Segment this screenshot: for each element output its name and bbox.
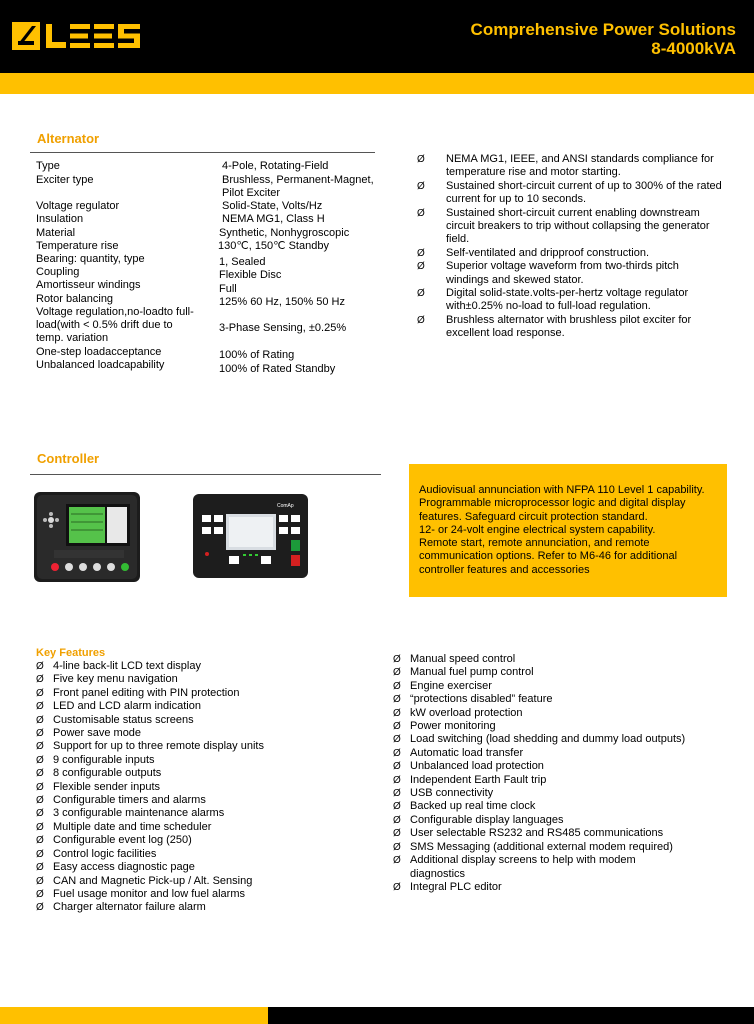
list-item: Ø Five key menu navigation (36, 673, 178, 686)
spec-label: Unbalanced loadcapability (36, 359, 165, 371)
bullet-icon: Ø (393, 801, 401, 813)
list-item: Ø SMS Messaging (additional external modem required) (393, 840, 673, 853)
list-item: Ø Unbalanced load protection (393, 760, 544, 773)
list-item: Ø CAN and Magnetic Pick-up / Alt. Sensing (36, 874, 253, 887)
bullet-icon: Ø (36, 687, 44, 699)
bullet-icon: Ø (393, 694, 401, 706)
bullet-icon: Ø (393, 814, 401, 826)
list-item: Ø Configurable event log (250) (36, 834, 192, 847)
bullet-icon: Ø (393, 855, 401, 867)
spec-value: Solid-State, Volts/Hz (222, 200, 323, 212)
spec-label: Temperature rise (36, 240, 119, 252)
bullet-icon: Ø (36, 768, 44, 780)
spec-value: 130℃, 150℃ Standby (218, 240, 329, 252)
spec-label: Exciter type (36, 174, 94, 186)
bullet-icon: Ø (417, 261, 425, 273)
key-features-title: Key Features (36, 647, 106, 659)
spec-value: Full (219, 283, 237, 295)
list-item: Ø Manual fuel pump control (393, 666, 534, 679)
bullet-icon: Ø (36, 781, 44, 793)
list-item: Ø Digital solid-state.volts-per-hertz voltage regulator with±0.25% no-load to full-load regulation. (417, 287, 689, 313)
bullet-icon: Ø (393, 721, 401, 733)
bullet-icon: Ø (36, 728, 44, 740)
spec-value: 4-Pole, Rotating-Field (222, 160, 329, 172)
bullet-icon: Ø (393, 881, 401, 893)
list-item: Ø Multiple date and time scheduler (36, 820, 212, 833)
alternator-rule (30, 152, 375, 153)
list-item: Ø Superior voltage waveform from two-thirds pitch windings and skewed stator. (417, 260, 679, 286)
bullet-icon: Ø (393, 680, 401, 692)
spec-label: Insulation (36, 213, 84, 225)
list-item: Ø 3 configurable maintenance alarms (36, 807, 225, 820)
bullet-icon: Ø (36, 875, 44, 887)
footer-yellow-segment (0, 1007, 268, 1024)
spec-value: Brushless, Permanent-Magnet, Pilot Exciter (222, 174, 374, 199)
bullet-icon: Ø (417, 314, 425, 326)
spec-label: Material (36, 227, 76, 239)
comap-brand: ComAp (277, 503, 294, 509)
header-title (471, 20, 736, 58)
list-item: Ø Sustained short-circuit current of up to 300% of the rated current for up to 10 seconds. (417, 179, 722, 206)
list-item: Ø Control logic facilities (36, 847, 157, 860)
lees-logo (12, 20, 142, 52)
list-item: Ø Manual speed control (393, 653, 516, 665)
spec-label: Type (36, 160, 60, 172)
bullet-icon: Ø (36, 795, 44, 807)
controller-rule (30, 474, 381, 475)
list-item: Ø Power monitoring (393, 720, 496, 733)
spec-label: Bearing: quantity, type (36, 253, 145, 265)
list-item: Ø kW overload protection (393, 706, 523, 719)
list-item: Ø Self-ventilated and dripproof construction. (417, 246, 650, 259)
header-title-line2: 8-4000kVA (651, 39, 736, 58)
list-item: Ø Power save mode (36, 727, 142, 740)
bullet-icon: Ø (36, 888, 44, 900)
list-item: Ø Backed up real time clock (393, 800, 536, 813)
bullet-icon: Ø (36, 754, 44, 766)
controller-device-image-1 (34, 492, 140, 582)
bullet-icon: Ø (36, 674, 44, 686)
list-item: Ø Front panel editing with PIN protection (36, 686, 240, 699)
spec-value: 100% of Rating (219, 349, 295, 361)
list-item: Ø NEMA MG1, IEEE, and ANSI standards compliance for temperature rise and motor starting. (417, 153, 714, 179)
controller-info-box (409, 464, 727, 597)
info-line: Audiovisual annunciation with NFPA 110 Level 1 capability. (419, 484, 705, 496)
spec-label: Rotor balancing (36, 293, 114, 305)
bullet-icon: Ø (36, 848, 44, 860)
bullet-icon: Ø (417, 154, 425, 165)
list-item: Ø Additional display screens to help with modem diagnostics (393, 854, 636, 880)
list-item: Ø 9 configurable inputs (36, 753, 155, 766)
bullet-icon: Ø (36, 902, 44, 914)
list-item: Ø 4-line back-lit LCD text display (36, 660, 201, 672)
bullet-icon: Ø (393, 828, 401, 840)
spec-value: NEMA MG1, Class H (222, 213, 325, 225)
header-title-line1: Comprehensive Power Solutions (470, 20, 736, 39)
bullet-icon: Ø (36, 661, 44, 672)
bullet-icon: Ø (393, 654, 401, 665)
list-item: Ø Easy access diagnostic page (36, 861, 195, 874)
list-item: Ø Automatic load transfer (393, 746, 524, 759)
key-features-left-list (36, 660, 366, 915)
info-line: Remote start, remote annunciation, and remote communication options. Refer to M6-46 for additional controller features and accessories (419, 537, 678, 576)
spec-value: 125% 60 Hz, 150% 50 Hz (219, 296, 345, 308)
bullet-icon: Ø (36, 821, 44, 833)
bullet-icon: Ø (393, 761, 401, 773)
bullet-icon: Ø (36, 835, 44, 847)
spec-label: Amortisseur windings (36, 279, 141, 291)
spec-label: Coupling (36, 266, 80, 278)
list-item: Ø Integral PLC editor (393, 880, 502, 893)
bullet-icon: Ø (393, 734, 401, 746)
list-item: Ø Support for up to three remote display units (36, 740, 264, 753)
list-item: Ø Sustained short-circuit current enabling downstream circuit breakers to trip without collapsing the generator field. (417, 206, 710, 246)
alternator-title: Alternator (37, 131, 100, 146)
spec-value: Synthetic, Nonhygroscopic (219, 227, 350, 239)
bullet-icon: Ø (36, 714, 44, 726)
key-features-right-list (393, 653, 693, 894)
controller-title: Controller (37, 451, 100, 466)
list-item: Ø Customisable status screens (36, 713, 194, 726)
spec-value: 1, Sealed (219, 256, 266, 268)
bullet-icon: Ø (393, 788, 401, 800)
list-item: Ø USB connectivity (393, 787, 494, 800)
spec-label: Voltage regulator (36, 200, 120, 212)
list-item: Ø Independent Earth Fault trip (393, 773, 547, 786)
bullet-icon: Ø (393, 747, 401, 759)
bullet-icon: Ø (36, 862, 44, 874)
bullet-icon: Ø (417, 207, 425, 219)
list-item: Ø Fuel usage monitor and low fuel alarms (36, 887, 245, 900)
bullet-icon: Ø (393, 841, 401, 853)
list-item: Ø Brushless alternator with brushless pilot exciter for excellent load response. (417, 313, 692, 340)
bullet-icon: Ø (417, 288, 425, 300)
alternator-feature-list (417, 153, 722, 341)
list-item: Ø Load switching (load shedding and dummy load outputs) (393, 733, 686, 746)
list-item: Ø Flexible sender inputs (36, 780, 161, 793)
list-item: Ø Configurable display languages (393, 813, 564, 826)
list-item: Ø Engine exerciser (393, 679, 492, 692)
bullet-icon: Ø (36, 808, 44, 820)
bullet-icon: Ø (417, 180, 425, 192)
bullet-icon: Ø (393, 707, 401, 719)
list-item: Ø “protections disabled” feature (393, 693, 553, 706)
info-line: 12- or 24-volt engine electrical system capability. (419, 523, 656, 536)
list-item: Ø Charger alternator failure alarm (36, 901, 206, 914)
list-item: Ø 8 configurable outputs (36, 767, 162, 780)
bullet-icon: Ø (393, 667, 401, 679)
bullet-icon: Ø (417, 247, 425, 259)
bullet-icon: Ø (36, 701, 44, 713)
spec-value: 3-Phase Sensing, ±0.25% (219, 322, 347, 334)
list-item: Ø User selectable RS232 and RS485 communications (393, 827, 664, 840)
bullet-icon: Ø (36, 741, 44, 753)
header-yellow-band (0, 73, 754, 94)
spec-value: Flexible Disc (219, 269, 282, 281)
spec-value: 100% of Rated Standby (219, 363, 336, 375)
list-item: Ø LED and LCD alarm indication (36, 700, 201, 713)
info-line: Programmable microprocessor logic and digital display features. Safeguard circuit protection standard. (419, 497, 686, 523)
spec-label: One-step loadacceptance (36, 346, 162, 358)
bullet-icon: Ø (393, 774, 401, 786)
list-item: Ø Configurable timers and alarms (36, 794, 206, 807)
controller-device-image-2 (193, 494, 308, 578)
spec-label: Voltage regulation,no-loadto full-load(with < 0.5% drift due to temp. variation (36, 306, 194, 344)
